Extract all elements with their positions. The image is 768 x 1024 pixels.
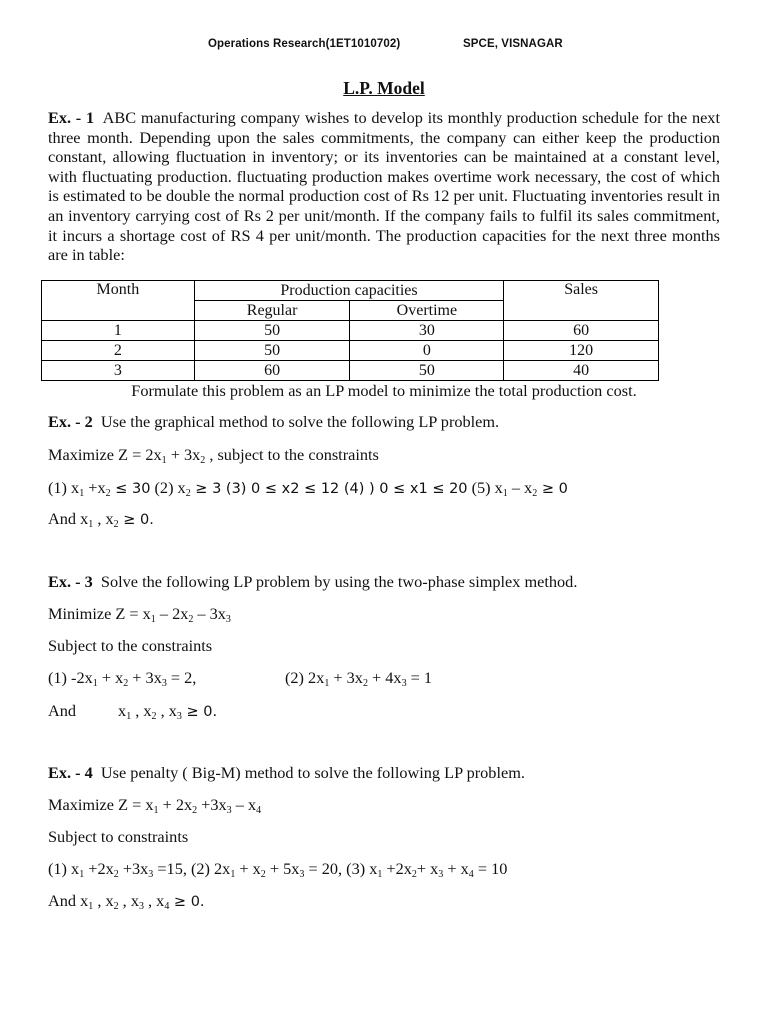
cell-regular: 60 — [194, 361, 350, 381]
course-header: Operations Research(1ET1010702) — [208, 38, 401, 50]
college-header: SPCE, VISNAGAR — [463, 38, 563, 50]
ex1-formulate: Formulate this problem as an LP model to minimize the total production cost. — [131, 381, 637, 400]
cell-month: 1 — [42, 321, 195, 341]
cell-overtime: 50 — [350, 361, 504, 381]
cell-regular: 50 — [194, 321, 350, 341]
ex2-label: Ex. - 2 — [48, 412, 93, 431]
production-capacities-table — [41, 280, 659, 381]
ex3-subject: Subject to the constraints — [48, 636, 213, 655]
ex2-nonnegativity: And $x_1$ , $x_2 \ge 0$. — [48, 509, 154, 530]
header-overtime: Overtime — [350, 301, 504, 321]
ex3-nonnegativity: And $x_1$ , $x_2$ , $x_3 \ge 0$. — [48, 701, 218, 722]
ex4-objective: Maximize $Z = x_1 + 2x_2 +3x_3 - x_4$ — [48, 795, 262, 816]
ex3-heading — [48, 572, 577, 592]
cell-overtime: 0 — [350, 341, 504, 361]
ex4-text: Use penalty ( Big-M) method to solve the following LP problem. — [100, 763, 525, 782]
cell-overtime: 30 — [350, 321, 504, 341]
ex4-label: Ex. - 4 — [48, 763, 93, 782]
ex3-objective: Minimize $Z = x_1 - 2x_2 - 3x_3$ — [48, 604, 231, 625]
cell-month: 3 — [42, 361, 195, 381]
cell-sales: 120 — [504, 341, 659, 361]
ex2-heading — [48, 412, 499, 432]
cell-month: 2 — [42, 341, 195, 361]
ex4-subject: Subject to constraints — [48, 827, 189, 846]
ex1-text: ABC manufacturing company wishes to develop its monthly production schedule for the next three month. Depending upon the sales commitments, the company can either keep the production constant, allowing fluctuation in inventory; or its inventories can be maintained at a constant level, with fluctuating production. fluctuating production makes overtime work necessary, the cost of which is estimated to be double the normal production cost of Rs 12 per unit. Fluctuating inventories result in an inventory carrying cost of Rs 2 per unit/month. If the company fails to fulfil its sales commitment, it incurs a shortage cost of RS 4 per unit/month. The production capacities for the next three months are in table: — [48, 108, 720, 265]
ex3-text: Solve the following LP problem by using the two-phase simplex method. — [100, 572, 578, 591]
table-row — [42, 341, 659, 361]
header-production-capacities: Production capacities — [194, 281, 504, 301]
cell-regular: 50 — [194, 341, 350, 361]
ex3-constraint-1: (1) $-2x_1 + x_2 + 3x_3 = 2$, — [48, 668, 197, 689]
ex2-constraints: (1) $x_1 +x_2 \le 30$ (2) $x_2 \ge 3$ (3) 0 ≤ x2 ≤ 12 (4) ) 0 ≤ x1 ≤ 20 (5) $x_1 - x_2 \ge 0$ — [48, 478, 568, 499]
header-month: Month — [42, 281, 195, 321]
ex4-heading — [48, 763, 525, 783]
table-row — [42, 361, 659, 381]
table-row — [42, 321, 659, 341]
page-title: L.P. Model — [343, 78, 425, 98]
header-sales: Sales — [504, 281, 659, 321]
ex1-label: Ex. - 1 — [48, 108, 95, 127]
ex1-paragraph — [48, 108, 720, 265]
cell-sales: 40 — [504, 361, 659, 381]
ex2-text: Use the graphical method to solve the following LP problem. — [100, 412, 500, 431]
cell-sales: 60 — [504, 321, 659, 341]
ex4-constraints: (1) $x_1 +2x_2 +3x_3 =15$, (2) $2x_1 + x_2 + 5x_3 = 20$, (3) $x_1 +2x_2+ x_3 + x_4 = 10$ — [48, 859, 508, 880]
ex3-label: Ex. - 3 — [48, 572, 93, 591]
ex4-nonnegativity: And $x_1$ , $x_2$ , $x_3$ , $x_4 \ge 0$. — [48, 891, 205, 912]
ex3-constraint-2: (2) $2x_1 + 3x_2 + 4x_3 = 1$ — [285, 668, 433, 689]
ex2-objective: Maximize $Z = 2x_1 + 3x_2$ , subject to the constraints — [48, 445, 379, 466]
header-regular: Regular — [194, 301, 350, 321]
